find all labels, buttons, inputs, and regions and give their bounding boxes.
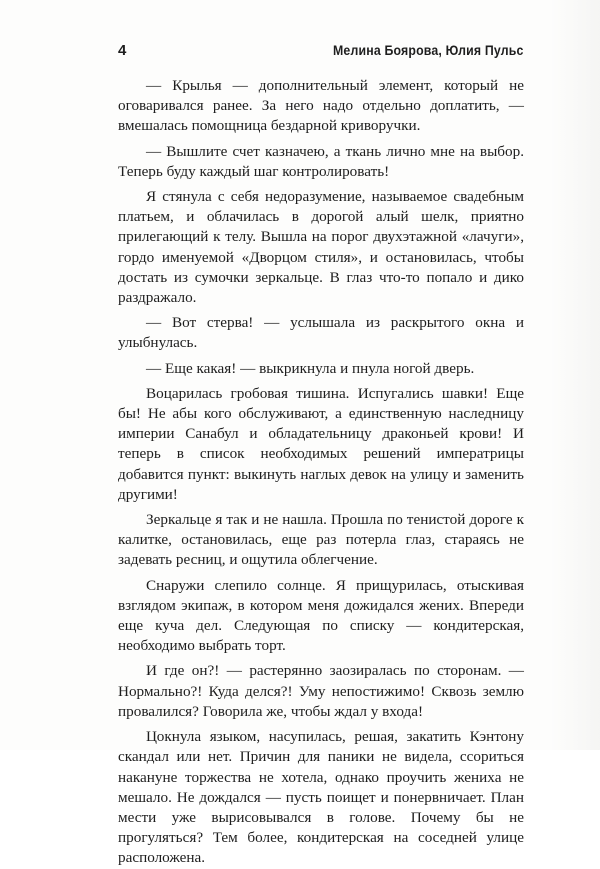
paragraph: — Крылья — дополнительный элемент, который не оговаривался ранее. За него надо отдельно доплатить, — вмешалась помощница бездарной криворучки.: [118, 77, 524, 135]
paragraph: И где он?! — растерянно заозиралась по сторонам. — Нормально?! Куда делся?! Уму непостижимо! Сквозь землю провалился? Говорила же, чтобы ждал у входа!: [118, 662, 524, 720]
paragraph: — Еще какая! — выкрикнула и пнула ногой дверь.: [146, 359, 475, 377]
running-head: Мелина Боярова, Юлия Пульс: [333, 42, 524, 58]
page-edge-shadow: [550, 0, 600, 750]
paragraph: — Вышлите счет казначею, а ткань лично мне на выбор. Теперь буду каждый шаг контролировать!: [118, 142, 524, 180]
paragraph: — Вот стерва! — услышала из раскрытого окна и улыбнулась.: [118, 314, 524, 352]
page-header: [118, 42, 524, 64]
paragraph: Воцарилась гробовая тишина. Испугались шавки! Еще бы! Не абы кого обслуживают, а единственную наследницу империи Санабул и обладательницу драконьей крови! И теперь в список необходимых решений императрицы добавится пункт: выкинуть наглых девок на улицу и заменить другими!: [118, 384, 524, 503]
paragraph: Зеркальце я так и не нашла. Прошла по тенистой дороге к калитке, остановилась, еще раз потерла глаз, стараясь не задевать ресниц, и ощутила облегчение.: [118, 511, 524, 569]
paragraph: Цокнула языком, насупилась, решая, закатить Кэнтону скандал или нет. Причин для паники не видела, ссориться накануне торжества не хотела, однако проучить жениха не мешало. Не дождался — пусть поищет и понервничает. План мести уже вырисовывался в голове. Почему бы не прогуляться? Тем более, кондитерская на соседней улице расположена.: [118, 728, 524, 867]
page-number: 4: [118, 42, 127, 59]
paragraph: Я стянула с себя недоразумение, называемое свадебным платьем, и облачилась в дорогой алый шелк, приятно прилегающий к телу. Вышла на порог двухэтажной «лачуги», гордо именуемой «Дворцом стиля», и остановилась, чтобы достать из сумочки зеркальце. В глаз что-то попало и дико раздражало.: [118, 188, 524, 307]
paragraph: Снаружи слепило солнце. Я прищурилась, отыскивая взглядом экипаж, в котором меня дожидался жених. Впереди еще куча дел. Следующая по списку — кондитерская, необходимо выбрать торт.: [118, 576, 524, 655]
